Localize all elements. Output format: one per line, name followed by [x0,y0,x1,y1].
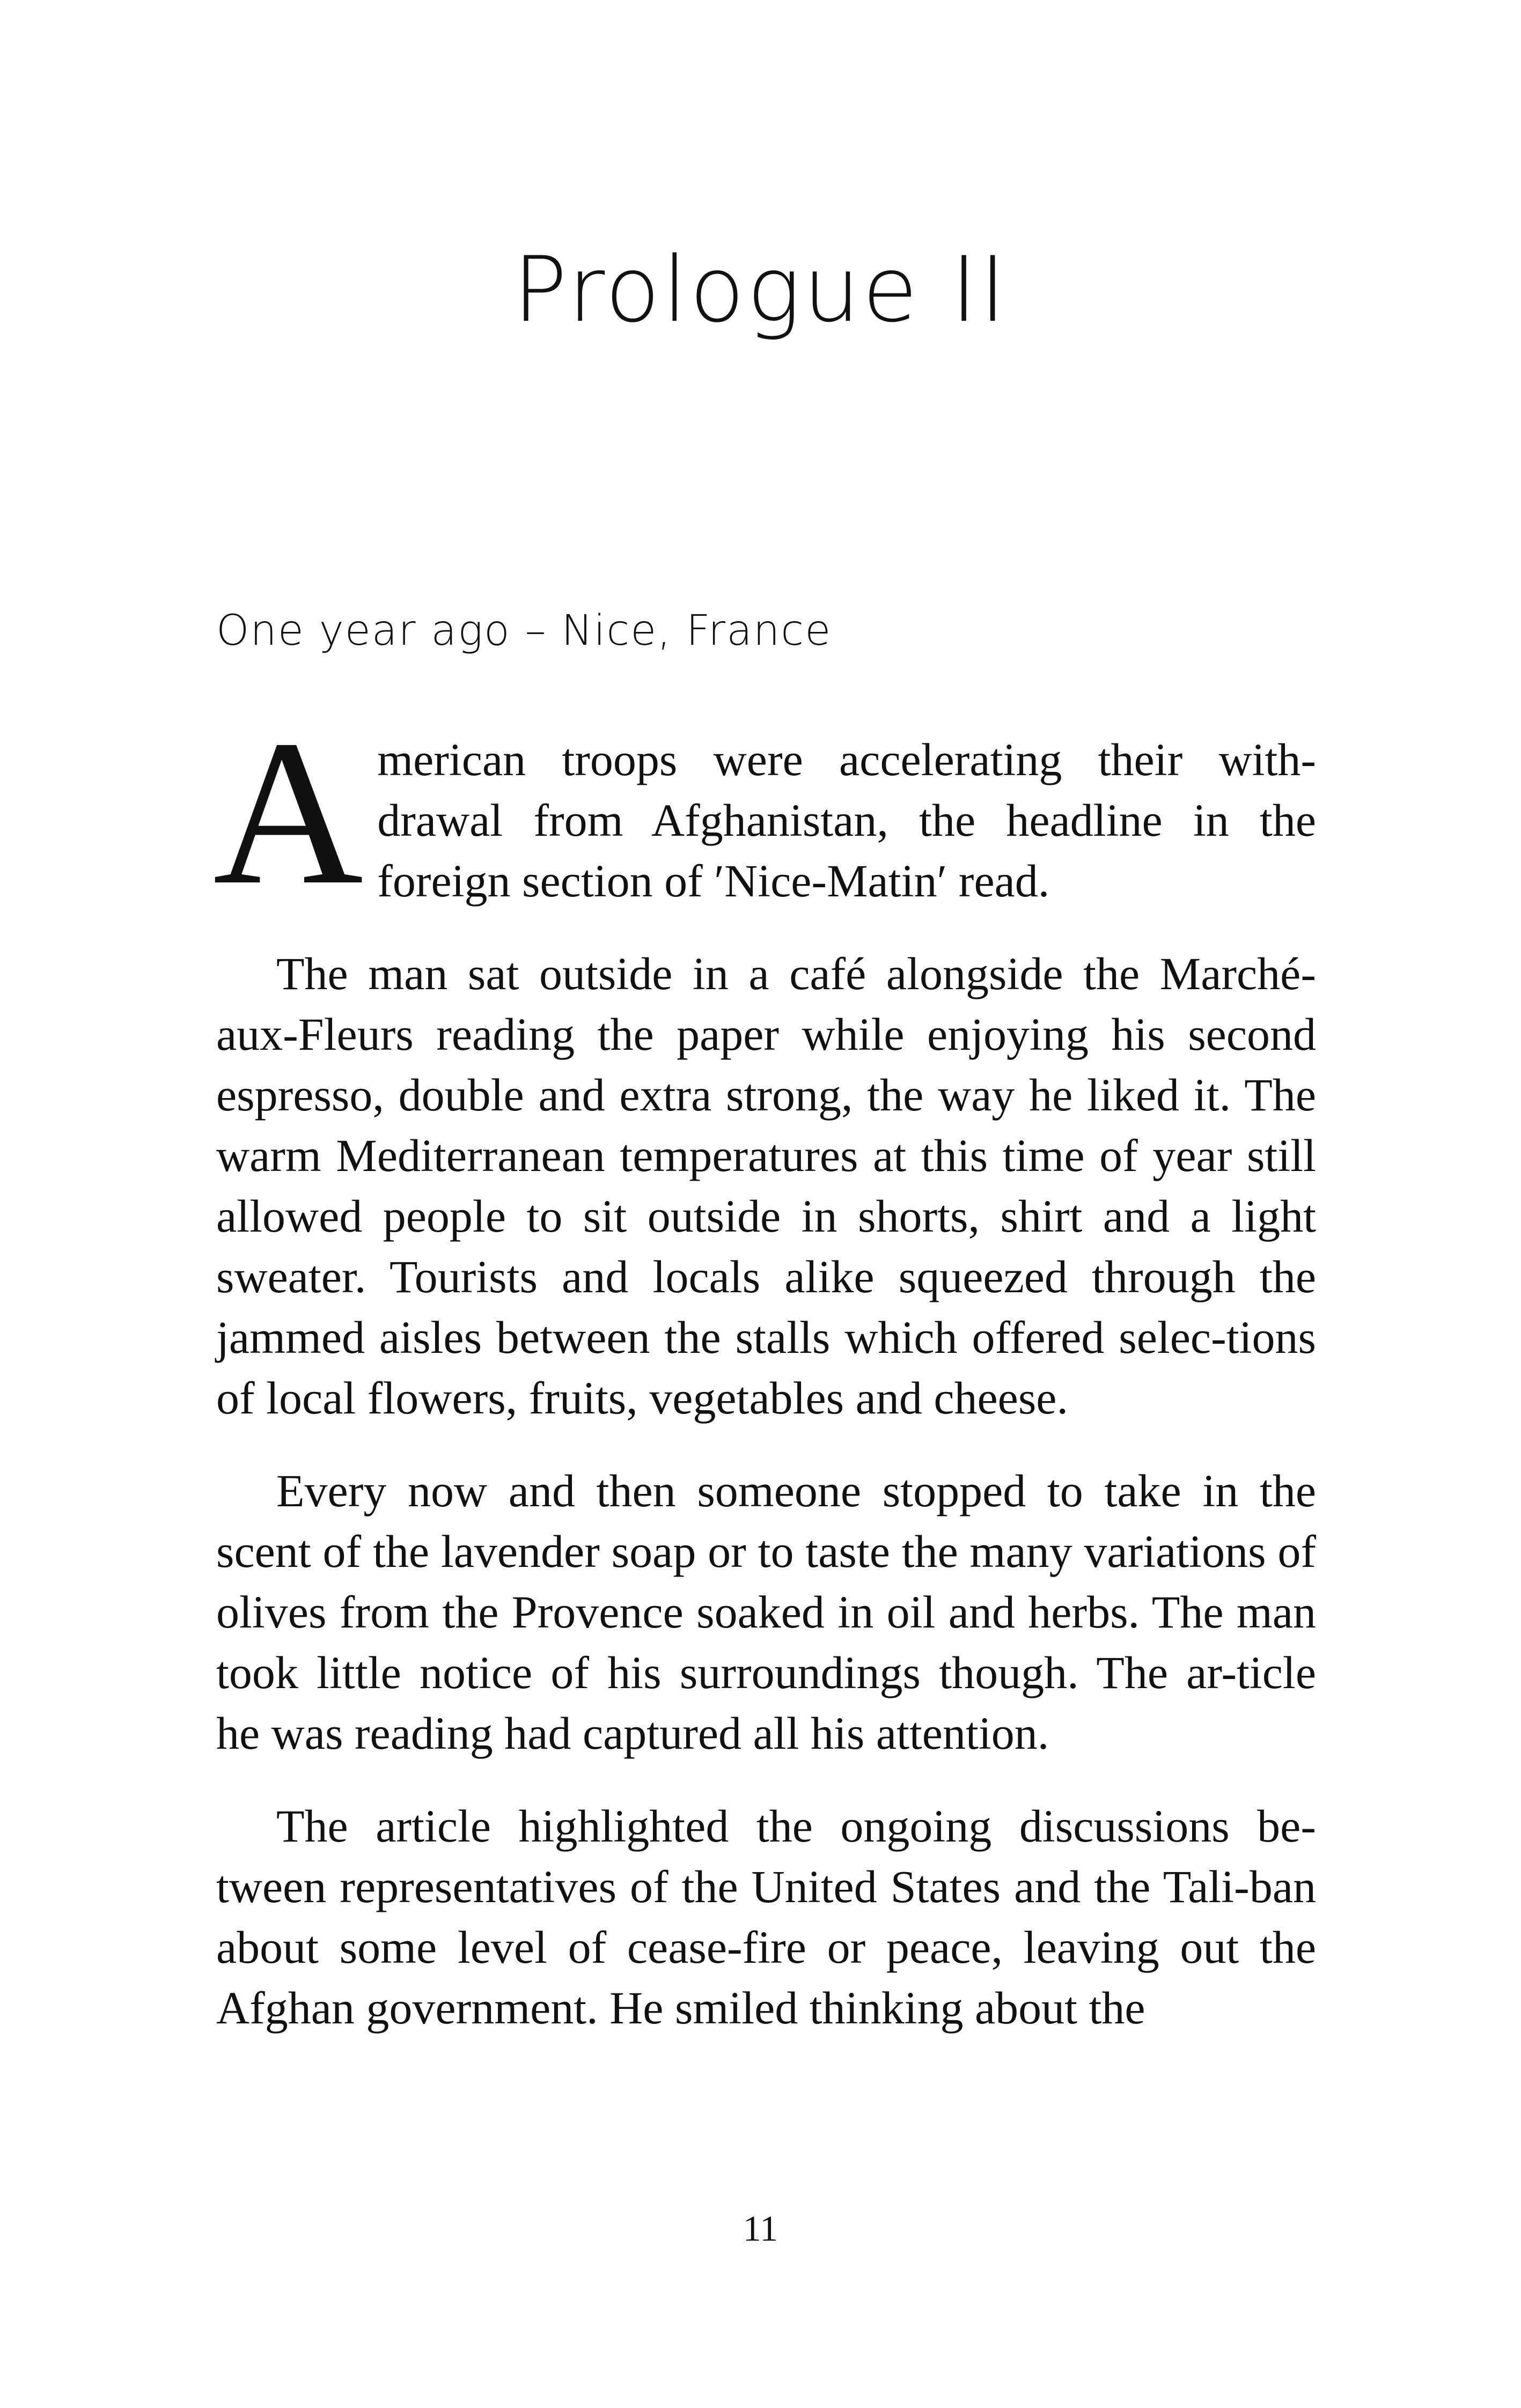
page-number: 11 [743,2208,778,2249]
paragraph-1-text: merican troops were accelerating their with-drawal from Afghanistan, the headline in the foreign section of ′Nice-Matin′ read. [377,734,1316,907]
paragraph-4: The article highlighted the ongoing discussions be-tween representatives of the United States and the Tali-ban about some level of cease-fire or peace, leaving out the Afghan government. He smiled thinking about the [216,1800,1316,2034]
chapter-subheading: One year ago – Nice, France [216,607,832,655]
paragraph-3: Every now and then someone stopped to take in the scent of the lavender soap or to taste the many variations of olives from the Provence soaked in oil and herbs. The man took little notice of his surroundings though. The ar-ticle he was reading had captured all his attention. [216,1465,1316,1759]
paragraph-2: The man sat outside in a café alongside the Marché-aux-Fleurs reading the paper while enjoying his second espresso, double and extra strong, the way he liked it. The warm Mediterranean temperatures at this time of year still allowed people to sit outside in shorts, shirt and a light sweater. Tourists and locals alike squeezed through the jammed aisles between the stalls which offered selec-tions of local flowers, fruits, vegetables and cheese. [216,948,1316,1424]
drop-cap: A [213,697,364,927]
body-text [213,697,1316,2071]
chapter-title: Prologue II [512,237,1009,342]
paragraph-1 [213,697,1316,927]
